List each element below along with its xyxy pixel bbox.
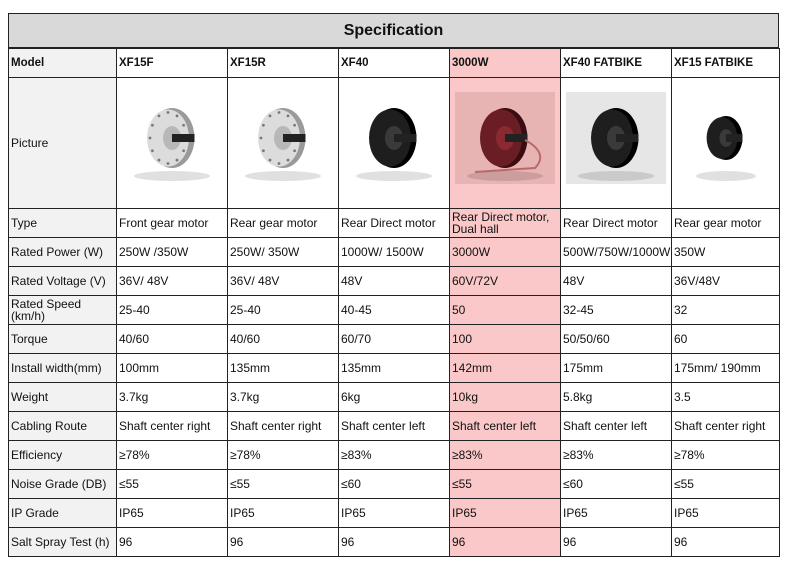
spec-cell: 96 (450, 528, 561, 557)
motor-image (674, 78, 777, 208)
spec-cell: 500W/750W/1000W (561, 238, 672, 267)
spec-cell: 50 (450, 296, 561, 325)
spec-cell: IP65 (117, 499, 228, 528)
spec-row (9, 325, 780, 354)
motor-picture (561, 78, 672, 209)
hub-motor-icon (344, 88, 444, 198)
spec-cell: 250W /350W (117, 238, 228, 267)
spec-row (9, 296, 780, 325)
model-header: XF40 FATBIKE (561, 49, 672, 78)
spec-cell: ≥78% (672, 441, 780, 470)
spec-cell: 60 (672, 325, 780, 354)
spec-cell: 50/50/60 (561, 325, 672, 354)
row-label: Rated Voltage (V) (9, 267, 117, 296)
spec-cell: Front gear motor (117, 209, 228, 238)
row-label: Type (9, 209, 117, 238)
motor-picture (339, 78, 450, 209)
spec-cell: Shaft center right (228, 412, 339, 441)
spec-cell: 40-45 (339, 296, 450, 325)
spec-cell: ≤55 (450, 470, 561, 499)
spec-cell: 135mm (339, 354, 450, 383)
spec-row (9, 209, 780, 238)
spec-cell: 5.8kg (561, 383, 672, 412)
row-label: Salt Spray Test (h) (9, 528, 117, 557)
spec-cell: 100 (450, 325, 561, 354)
spec-cell: Rear Direct motor, Dual hall (450, 209, 561, 238)
row-label: Torque (9, 325, 117, 354)
header-row (9, 49, 780, 78)
row-label: Picture (9, 78, 117, 209)
row-label: Weight (9, 383, 117, 412)
spec-cell: 96 (561, 528, 672, 557)
spec-cell: ≤55 (117, 470, 228, 499)
spec-cell: ≥83% (561, 441, 672, 470)
spec-cell: Shaft center right (672, 412, 780, 441)
spec-cell: 60/70 (339, 325, 450, 354)
spec-cell: 48V (339, 267, 450, 296)
spec-row (9, 354, 780, 383)
spec-cell: 60V/72V (450, 267, 561, 296)
model-header: XF40 (339, 49, 450, 78)
spec-cell: 3.7kg (228, 383, 339, 412)
motor-picture (228, 78, 339, 209)
motor-image (452, 78, 558, 208)
hub-motor-icon (122, 88, 222, 198)
spec-cell: 96 (339, 528, 450, 557)
spec-cell: Shaft center left (450, 412, 561, 441)
spec-cell: ≤60 (561, 470, 672, 499)
hub-motor-icon (455, 88, 555, 198)
model-header: XF15 FATBIKE (672, 49, 780, 78)
spec-cell: IP65 (561, 499, 672, 528)
motor-image (341, 78, 447, 208)
spec-cell: 3.5 (672, 383, 780, 412)
spec-cell: 135mm (228, 354, 339, 383)
spec-row (9, 238, 780, 267)
spec-cell: 36V/ 48V (117, 267, 228, 296)
spec-row (9, 383, 780, 412)
spec-cell: 32 (672, 296, 780, 325)
row-label: Install width(mm) (9, 354, 117, 383)
spec-cell: 100mm (117, 354, 228, 383)
spec-cell: 36V/48V (672, 267, 780, 296)
spec-cell: ≥78% (228, 441, 339, 470)
spec-row (9, 470, 780, 499)
row-label: Noise Grade (DB) (9, 470, 117, 499)
spec-cell: 96 (228, 528, 339, 557)
spec-cell: 175mm (561, 354, 672, 383)
spec-row (9, 412, 780, 441)
spec-cell: 40/60 (228, 325, 339, 354)
motor-picture (450, 78, 561, 209)
spec-cell: 350W (672, 238, 780, 267)
spec-cell: 6kg (339, 383, 450, 412)
row-label: Model (9, 49, 117, 78)
spec-cell: IP65 (339, 499, 450, 528)
spec-row (9, 499, 780, 528)
spec-cell: 96 (117, 528, 228, 557)
spec-cell: Rear Direct motor (339, 209, 450, 238)
row-label: IP Grade (9, 499, 117, 528)
spec-cell: 36V/ 48V (228, 267, 339, 296)
spec-cell: Shaft center right (117, 412, 228, 441)
model-header: 3000W (450, 49, 561, 78)
spec-cell: 40/60 (117, 325, 228, 354)
model-header: XF15F (117, 49, 228, 78)
table-title: Specification (8, 13, 779, 48)
row-label: Efficiency (9, 441, 117, 470)
spec-cell: IP65 (672, 499, 780, 528)
spec-cell: 48V (561, 267, 672, 296)
motor-image (119, 78, 225, 208)
motor-image (230, 78, 336, 208)
motor-picture (117, 78, 228, 209)
spec-cell: Rear gear motor (228, 209, 339, 238)
hub-motor-icon (233, 88, 333, 198)
spec-cell: 175mm/ 190mm (672, 354, 780, 383)
specification-table (8, 48, 780, 557)
hub-motor-icon (566, 88, 666, 198)
spec-cell: ≥83% (339, 441, 450, 470)
spec-cell: 3.7kg (117, 383, 228, 412)
spec-cell: IP65 (450, 499, 561, 528)
spec-cell: IP65 (228, 499, 339, 528)
spec-cell: ≤60 (339, 470, 450, 499)
row-label: Rated Power (W) (9, 238, 117, 267)
spec-cell: 3000W (450, 238, 561, 267)
spec-row (9, 441, 780, 470)
spec-cell: ≥78% (117, 441, 228, 470)
spec-cell: Rear Direct motor (561, 209, 672, 238)
motor-picture (672, 78, 780, 209)
row-label: Rated Speed (km/h) (9, 296, 117, 325)
spec-cell: 142mm (450, 354, 561, 383)
row-label: Cabling Route (9, 412, 117, 441)
spec-cell: 32-45 (561, 296, 672, 325)
spec-cell: 1000W/ 1500W (339, 238, 450, 267)
picture-row (9, 78, 780, 209)
spec-cell: 25-40 (117, 296, 228, 325)
spec-row (9, 528, 780, 557)
spec-cell: Shaft center left (561, 412, 672, 441)
spec-cell: 10kg (450, 383, 561, 412)
motor-image (563, 78, 669, 208)
spec-cell: ≥83% (450, 441, 561, 470)
spec-cell: ≤55 (228, 470, 339, 499)
spec-cell: Rear gear motor (672, 209, 780, 238)
spec-cell: Shaft center left (339, 412, 450, 441)
spec-cell: 25-40 (228, 296, 339, 325)
spec-row (9, 267, 780, 296)
hub-motor-icon (676, 88, 776, 198)
spec-cell: 96 (672, 528, 780, 557)
spec-cell: ≤55 (672, 470, 780, 499)
model-header: XF15R (228, 49, 339, 78)
spec-cell: 250W/ 350W (228, 238, 339, 267)
